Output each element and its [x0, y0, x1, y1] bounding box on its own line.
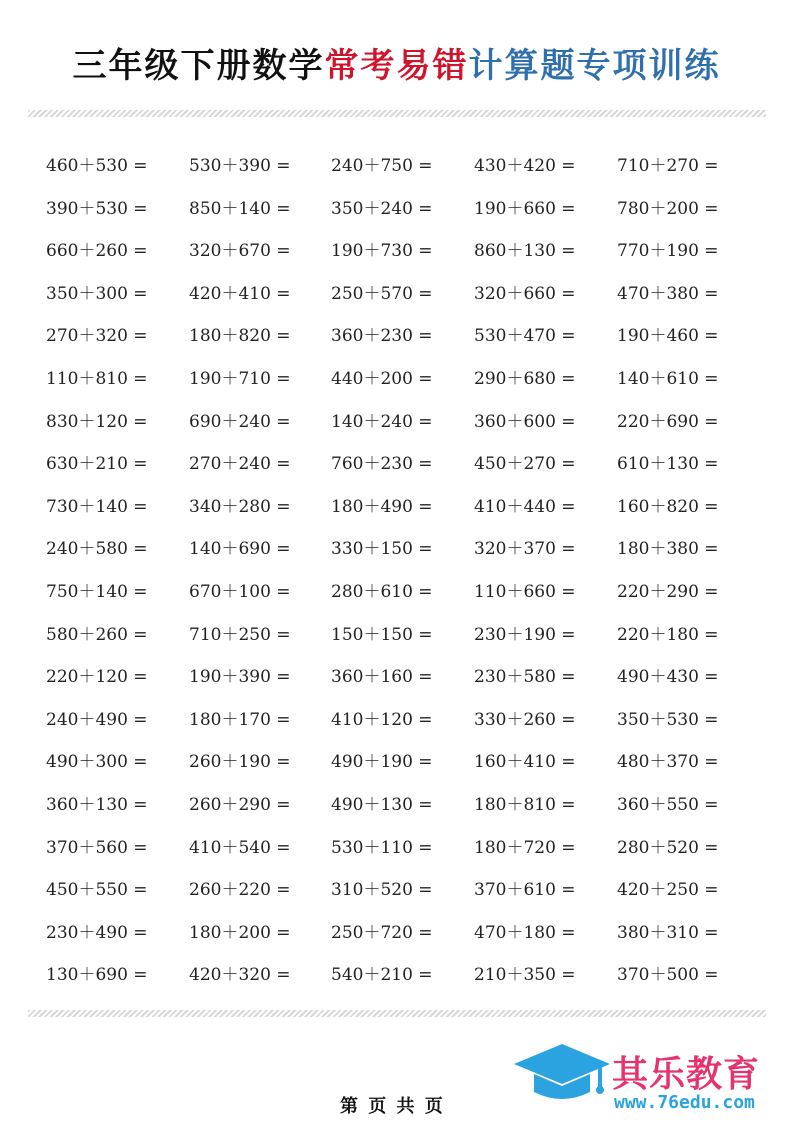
- problem-r10-c5: 180＋380 =: [617, 539, 719, 560]
- problem-r4-c4: 320＋660 =: [474, 283, 576, 304]
- problem-r6-c2: 190＋710 =: [189, 369, 291, 389]
- graduation-cap-icon: [512, 1040, 612, 1116]
- problem-r10-c2: 140＋690 =: [189, 539, 291, 560]
- page-title: [0, 38, 793, 87]
- problem-r13-c1: 220＋120 =: [46, 667, 148, 688]
- problem-r12-c1: 580＋260 =: [46, 624, 148, 645]
- problem-r17-c4: 180＋720 =: [474, 837, 576, 858]
- problem-r20-c4: 210＋350 =: [474, 965, 576, 986]
- problem-r3-c5: 770＋190 =: [617, 241, 719, 262]
- problem-r12-c5: 220＋180 =: [617, 624, 719, 645]
- problem-r11-c2: 670＋100 =: [189, 582, 291, 602]
- problem-r2-c5: 780＋200 =: [617, 198, 719, 219]
- problem-r9-c1: 730＋140 =: [46, 496, 148, 517]
- problem-r11-c4: 110＋660 =: [474, 582, 576, 602]
- problem-r16-c2: 260＋290 =: [189, 795, 291, 815]
- problem-r13-c4: 230＋580 =: [474, 667, 576, 688]
- problem-r11-c5: 220＋290 =: [617, 582, 719, 602]
- problem-r16-c4: 180＋810 =: [474, 795, 576, 815]
- problem-r7-c2: 690＋240 =: [189, 411, 291, 432]
- problem-r5-c5: 190＋460 =: [617, 326, 719, 347]
- problem-r9-c5: 160＋820 =: [617, 496, 719, 517]
- title-part-grade: 三年级下册数学: [72, 46, 325, 86]
- problem-r15-c4: 160＋410 =: [474, 752, 576, 773]
- problem-r20-c1: 130＋690 =: [46, 965, 148, 986]
- problem-r14-c5: 350＋530 =: [617, 709, 719, 730]
- problem-r13-c3: 360＋160 =: [331, 667, 433, 688]
- problem-r8-c2: 270＋240 =: [189, 454, 291, 475]
- problem-r15-c1: 490＋300 =: [46, 752, 148, 773]
- problem-r5-c3: 360＋230 =: [331, 326, 433, 347]
- problem-r17-c2: 410＋540 =: [189, 837, 291, 858]
- problem-r2-c4: 190＋660 =: [474, 198, 576, 219]
- brand-logo: [512, 1040, 782, 1116]
- problem-r17-c5: 280＋520 =: [617, 837, 719, 858]
- problem-r7-c3: 140＋240 =: [331, 411, 433, 432]
- problem-r19-c4: 470＋180 =: [474, 922, 576, 943]
- problem-r1-c5: 710＋270 =: [617, 156, 719, 176]
- problem-r18-c4: 370＋610 =: [474, 880, 576, 901]
- problem-r19-c2: 180＋200 =: [189, 922, 291, 943]
- problem-r6-c1: 110＋810 =: [46, 369, 148, 389]
- problem-r18-c5: 420＋250 =: [617, 880, 719, 901]
- problem-r5-c2: 180＋820 =: [189, 326, 291, 347]
- problem-r13-c5: 490＋430 =: [617, 667, 719, 688]
- problem-r3-c1: 660＋260 =: [46, 241, 148, 262]
- problem-r7-c4: 360＋600 =: [474, 411, 576, 432]
- problem-r4-c2: 420＋410 =: [189, 283, 291, 304]
- problem-r18-c1: 450＋550 =: [46, 880, 148, 901]
- problem-r19-c5: 380＋310 =: [617, 922, 719, 943]
- problem-r8-c4: 450＋270 =: [474, 454, 576, 475]
- problem-r16-c5: 360＋550 =: [617, 795, 719, 815]
- problem-r19-c3: 250＋720 =: [331, 922, 433, 943]
- problem-r15-c2: 260＋190 =: [189, 752, 291, 773]
- problem-r3-c4: 860＋130 =: [474, 241, 576, 262]
- problem-r12-c4: 230＋190 =: [474, 624, 576, 645]
- problem-r1-c3: 240＋750 =: [331, 156, 433, 176]
- problem-r4-c5: 470＋380 =: [617, 283, 719, 304]
- problem-r10-c1: 240＋580 =: [46, 539, 148, 560]
- problem-r17-c1: 370＋560 =: [46, 837, 148, 858]
- problem-r4-c3: 250＋570 =: [331, 283, 433, 304]
- problem-r7-c5: 220＋690 =: [617, 411, 719, 432]
- problem-r14-c3: 410＋120 =: [331, 709, 433, 730]
- problem-r15-c5: 480＋370 =: [617, 752, 719, 773]
- brand-name: 其乐教育: [612, 1054, 761, 1095]
- problem-r2-c1: 390＋530 =: [46, 198, 148, 219]
- problem-r20-c2: 420＋320 =: [189, 965, 291, 986]
- problem-r4-c1: 350＋300 =: [46, 283, 148, 304]
- problem-r18-c2: 260＋220 =: [189, 880, 291, 901]
- problem-r2-c2: 850＋140 =: [189, 198, 291, 219]
- bottom-divider: [28, 1010, 766, 1017]
- problem-r1-c1: 460＋530 =: [46, 156, 148, 176]
- problem-r9-c2: 340＋280 =: [189, 496, 291, 517]
- title-part-topic: 计算题专项训练: [468, 46, 721, 86]
- problem-r18-c3: 310＋520 =: [331, 880, 433, 901]
- problem-r3-c2: 320＋670 =: [189, 241, 291, 262]
- problem-r7-c1: 830＋120 =: [46, 411, 148, 432]
- top-divider: [28, 110, 766, 117]
- problem-r3-c3: 190＋730 =: [331, 241, 433, 262]
- problem-r9-c3: 180＋490 =: [331, 496, 433, 517]
- problem-r19-c1: 230＋490 =: [46, 922, 148, 943]
- problem-r16-c1: 360＋130 =: [46, 795, 148, 815]
- problem-r14-c4: 330＋260 =: [474, 709, 576, 730]
- problem-r9-c4: 410＋440 =: [474, 496, 576, 517]
- problem-r15-c3: 490＋190 =: [331, 752, 433, 773]
- problem-r14-c1: 240＋490 =: [46, 709, 148, 730]
- problem-r8-c1: 630＋210 =: [46, 454, 148, 475]
- problem-r12-c2: 710＋250 =: [189, 624, 291, 645]
- problem-r11-c1: 750＋140 =: [46, 582, 148, 602]
- problem-r6-c4: 290＋680 =: [474, 369, 576, 389]
- problem-r13-c2: 190＋390 =: [189, 667, 291, 688]
- problem-r11-c3: 280＋610 =: [331, 582, 433, 602]
- problem-r1-c2: 530＋390 =: [189, 156, 291, 176]
- problem-r2-c3: 350＋240 =: [331, 198, 433, 219]
- problem-r8-c3: 760＋230 =: [331, 454, 433, 475]
- problem-r14-c2: 180＋170 =: [189, 709, 291, 730]
- problem-r6-c3: 440＋200 =: [331, 369, 433, 389]
- problem-r20-c3: 540＋210 =: [331, 965, 433, 986]
- brand-url: www.76edu.com: [614, 1092, 755, 1113]
- problem-r20-c5: 370＋500 =: [617, 965, 719, 986]
- problem-r5-c4: 530＋470 =: [474, 326, 576, 347]
- problem-r17-c3: 530＋110 =: [331, 837, 433, 858]
- problem-r1-c4: 430＋420 =: [474, 156, 576, 176]
- problem-r5-c1: 270＋320 =: [46, 326, 148, 347]
- problem-r10-c4: 320＋370 =: [474, 539, 576, 560]
- problem-r6-c5: 140＋610 =: [617, 369, 719, 389]
- problem-r12-c3: 150＋150 =: [331, 624, 433, 645]
- title-part-highlight: 常考易错: [324, 46, 469, 86]
- problem-r10-c3: 330＋150 =: [331, 539, 433, 560]
- problem-r8-c5: 610＋130 =: [617, 454, 719, 475]
- problem-r16-c3: 490＋130 =: [331, 795, 433, 815]
- page-number-footer: 第 页 共 页: [340, 1096, 445, 1117]
